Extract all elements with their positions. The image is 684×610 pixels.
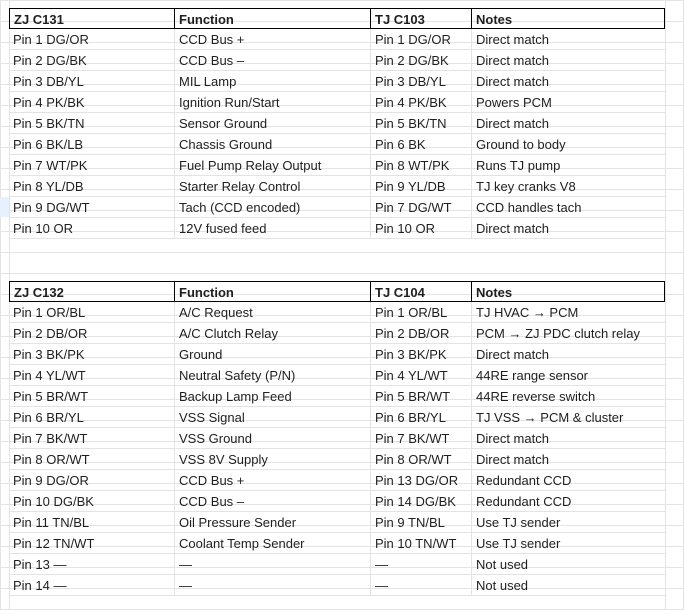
table-cell[interactable]: Pin 1 OR/BL <box>9 302 175 323</box>
table-cell[interactable]: Powers PCM <box>472 92 665 113</box>
table-cell[interactable]: Backup Lamp Feed <box>175 386 371 407</box>
header-cell[interactable]: Notes <box>472 281 665 302</box>
table-cell[interactable]: 44RE range sensor <box>472 365 665 386</box>
table-cell[interactable]: Pin 14 DG/BK <box>371 491 472 512</box>
table-cell[interactable]: Pin 7 BK/WT <box>371 428 472 449</box>
table-cell[interactable]: Starter Relay Control <box>175 176 371 197</box>
table-cell[interactable]: Pin 5 BR/WT <box>371 386 472 407</box>
connector-table-c131-c103 <box>9 8 665 239</box>
table-cell[interactable]: A/C Clutch Relay <box>175 323 371 344</box>
table-cell[interactable]: Pin 10 DG/BK <box>9 491 175 512</box>
table-cell[interactable]: Pin 3 BK/PK <box>9 344 175 365</box>
table-row <box>9 71 665 92</box>
table-cell[interactable]: Pin 8 YL/DB <box>9 176 175 197</box>
table-cell[interactable]: Pin 6 BR/YL <box>9 407 175 428</box>
table-cell[interactable]: Pin 9 DG/OR <box>9 470 175 491</box>
table-cell[interactable]: Pin 4 YL/WT <box>9 365 175 386</box>
table-cell[interactable]: Pin 1 DG/OR <box>9 29 175 50</box>
table-cell[interactable]: Ignition Run/Start <box>175 92 371 113</box>
table-row <box>9 554 665 575</box>
table-header-row <box>9 281 665 302</box>
table-cell[interactable]: Direct match <box>472 113 665 134</box>
table-cell[interactable]: Direct match <box>472 29 665 50</box>
table-cell[interactable]: — <box>175 575 371 596</box>
table-cell[interactable]: Pin 14 — <box>9 575 175 596</box>
table-cell[interactable]: — <box>371 575 472 596</box>
table-cell[interactable]: Pin 7 BK/WT <box>9 428 175 449</box>
table-cell[interactable]: A/C Request <box>175 302 371 323</box>
header-cell[interactable]: Function <box>175 281 371 302</box>
table-cell[interactable]: Pin 10 OR <box>9 218 175 239</box>
table-cell[interactable]: Pin 2 DB/OR <box>371 323 472 344</box>
table-cell[interactable]: Direct match <box>472 449 665 470</box>
table-cell[interactable]: Pin 10 TN/WT <box>371 533 472 554</box>
table-cell[interactable]: Pin 8 OR/WT <box>9 449 175 470</box>
table-cell[interactable]: TJ key cranks V8 <box>472 176 665 197</box>
table-cell[interactable]: Pin 4 PK/BK <box>9 92 175 113</box>
table-cell[interactable]: Pin 8 WT/PK <box>371 155 472 176</box>
table-cell[interactable]: Pin 5 BK/TN <box>9 113 175 134</box>
table-row <box>9 470 665 491</box>
table-cell[interactable]: Pin 2 DB/OR <box>9 323 175 344</box>
table-row <box>9 344 665 365</box>
table-row <box>9 428 665 449</box>
table-cell[interactable]: — <box>371 554 472 575</box>
table-cell[interactable]: Pin 6 BR/YL <box>371 407 472 428</box>
table-cell[interactable]: Pin 1 DG/OR <box>371 29 472 50</box>
selected-row-marker <box>0 197 9 217</box>
column-divider <box>665 0 666 610</box>
table-cell[interactable]: TJ HVAC → PCM <box>472 302 665 323</box>
table-row <box>9 197 665 218</box>
table-cell[interactable]: Pin 6 BK <box>371 134 472 155</box>
table-cell[interactable]: Pin 8 OR/WT <box>371 449 472 470</box>
table-cell[interactable]: Pin 9 DG/WT <box>9 197 175 218</box>
table-row <box>9 323 665 344</box>
header-cell[interactable]: TJ C103 <box>371 8 472 29</box>
table-row <box>9 365 665 386</box>
table-row <box>9 449 665 470</box>
table-cell[interactable]: Pin 12 TN/WT <box>9 533 175 554</box>
table-cell[interactable]: Pin 9 YL/DB <box>371 176 472 197</box>
table-cell[interactable]: Runs TJ pump <box>472 155 665 176</box>
table-cell[interactable]: PCM → ZJ PDC clutch relay <box>472 323 665 344</box>
table-row <box>9 575 665 596</box>
table-cell[interactable]: Ground to body <box>472 134 665 155</box>
header-cell[interactable]: ZJ C131 <box>9 8 175 29</box>
table-row <box>9 113 665 134</box>
table-cell[interactable]: Direct match <box>472 71 665 92</box>
table-cell[interactable]: Pin 6 BK/LB <box>9 134 175 155</box>
table-cell[interactable]: CCD Bus – <box>175 50 371 71</box>
table-cell[interactable]: Pin 5 BK/TN <box>371 113 472 134</box>
table-cell[interactable]: Oil Pressure Sender <box>175 512 371 533</box>
table-cell[interactable]: Use TJ sender <box>472 512 665 533</box>
table-cell[interactable]: Not used <box>472 575 665 596</box>
table-cell[interactable]: VSS Ground <box>175 428 371 449</box>
table-cell[interactable]: Pin 7 DG/WT <box>371 197 472 218</box>
table-cell[interactable]: CCD handles tach <box>472 197 665 218</box>
table-cell[interactable]: Not used <box>472 554 665 575</box>
table-row <box>9 218 665 239</box>
table-row <box>9 302 665 323</box>
table-cell[interactable]: Pin 13 — <box>9 554 175 575</box>
table-row <box>9 29 665 50</box>
table-cell[interactable]: Pin 7 WT/PK <box>9 155 175 176</box>
table-cell[interactable]: Pin 13 DG/OR <box>371 470 472 491</box>
connector-table-c132-c104 <box>9 281 665 596</box>
table-cell[interactable]: VSS 8V Supply <box>175 449 371 470</box>
table-cell[interactable]: Neutral Safety (P/N) <box>175 365 371 386</box>
header-cell[interactable]: Function <box>175 8 371 29</box>
header-cell[interactable]: Notes <box>472 8 665 29</box>
table-cell[interactable]: Pin 4 PK/BK <box>371 92 472 113</box>
table-cell[interactable]: Pin 10 OR <box>371 218 472 239</box>
table-cell[interactable]: Direct match <box>472 218 665 239</box>
table-cell[interactable]: 12V fused feed <box>175 218 371 239</box>
table-row <box>9 50 665 71</box>
table-row <box>9 386 665 407</box>
table-cell[interactable]: Pin 1 OR/BL <box>371 302 472 323</box>
table-cell[interactable]: CCD Bus – <box>175 491 371 512</box>
table-cell[interactable]: Fuel Pump Relay Output <box>175 155 371 176</box>
table-cell[interactable]: Use TJ sender <box>472 533 665 554</box>
table-cell[interactable]: Redundant CCD <box>472 470 665 491</box>
table-cell[interactable]: Pin 3 BK/PK <box>371 344 472 365</box>
header-cell[interactable]: TJ C104 <box>371 281 472 302</box>
table-row <box>9 407 665 428</box>
table-cell[interactable]: MIL Lamp <box>175 71 371 92</box>
table-row <box>9 92 665 113</box>
table-cell[interactable]: Pin 4 YL/WT <box>371 365 472 386</box>
table-header-row <box>9 8 665 29</box>
table-cell[interactable]: Chassis Ground <box>175 134 371 155</box>
table-cell[interactable]: Direct match <box>472 428 665 449</box>
table-row <box>9 491 665 512</box>
table-cell[interactable]: Direct match <box>472 50 665 71</box>
table-cell[interactable]: TJ VSS → PCM & cluster <box>472 407 665 428</box>
table-cell[interactable]: Pin 2 DG/BK <box>9 50 175 71</box>
table-cell[interactable]: Ground <box>175 344 371 365</box>
table-cell[interactable]: Coolant Temp Sender <box>175 533 371 554</box>
table-cell[interactable]: Redundant CCD <box>472 491 665 512</box>
table-row <box>9 512 665 533</box>
table-cell[interactable]: Pin 2 DG/BK <box>371 50 472 71</box>
table-cell[interactable]: Tach (CCD encoded) <box>175 197 371 218</box>
table-cell[interactable]: CCD Bus + <box>175 470 371 491</box>
table-cell[interactable]: Pin 11 TN/BL <box>9 512 175 533</box>
table-cell[interactable]: Pin 3 DB/YL <box>371 71 472 92</box>
table-row <box>9 134 665 155</box>
table-cell[interactable]: Pin 3 DB/YL <box>9 71 175 92</box>
table-cell[interactable]: 44RE reverse switch <box>472 386 665 407</box>
table-row <box>9 533 665 554</box>
table-cell[interactable]: — <box>175 554 371 575</box>
table-cell[interactable]: VSS Signal <box>175 407 371 428</box>
header-cell[interactable]: ZJ C132 <box>9 281 175 302</box>
table-cell[interactable]: CCD Bus + <box>175 29 371 50</box>
table-cell[interactable]: Pin 9 TN/BL <box>371 512 472 533</box>
table-row <box>9 155 665 176</box>
table-cell[interactable]: Sensor Ground <box>175 113 371 134</box>
table-cell[interactable]: Direct match <box>472 344 665 365</box>
table-row <box>9 176 665 197</box>
table-cell[interactable]: Pin 5 BR/WT <box>9 386 175 407</box>
